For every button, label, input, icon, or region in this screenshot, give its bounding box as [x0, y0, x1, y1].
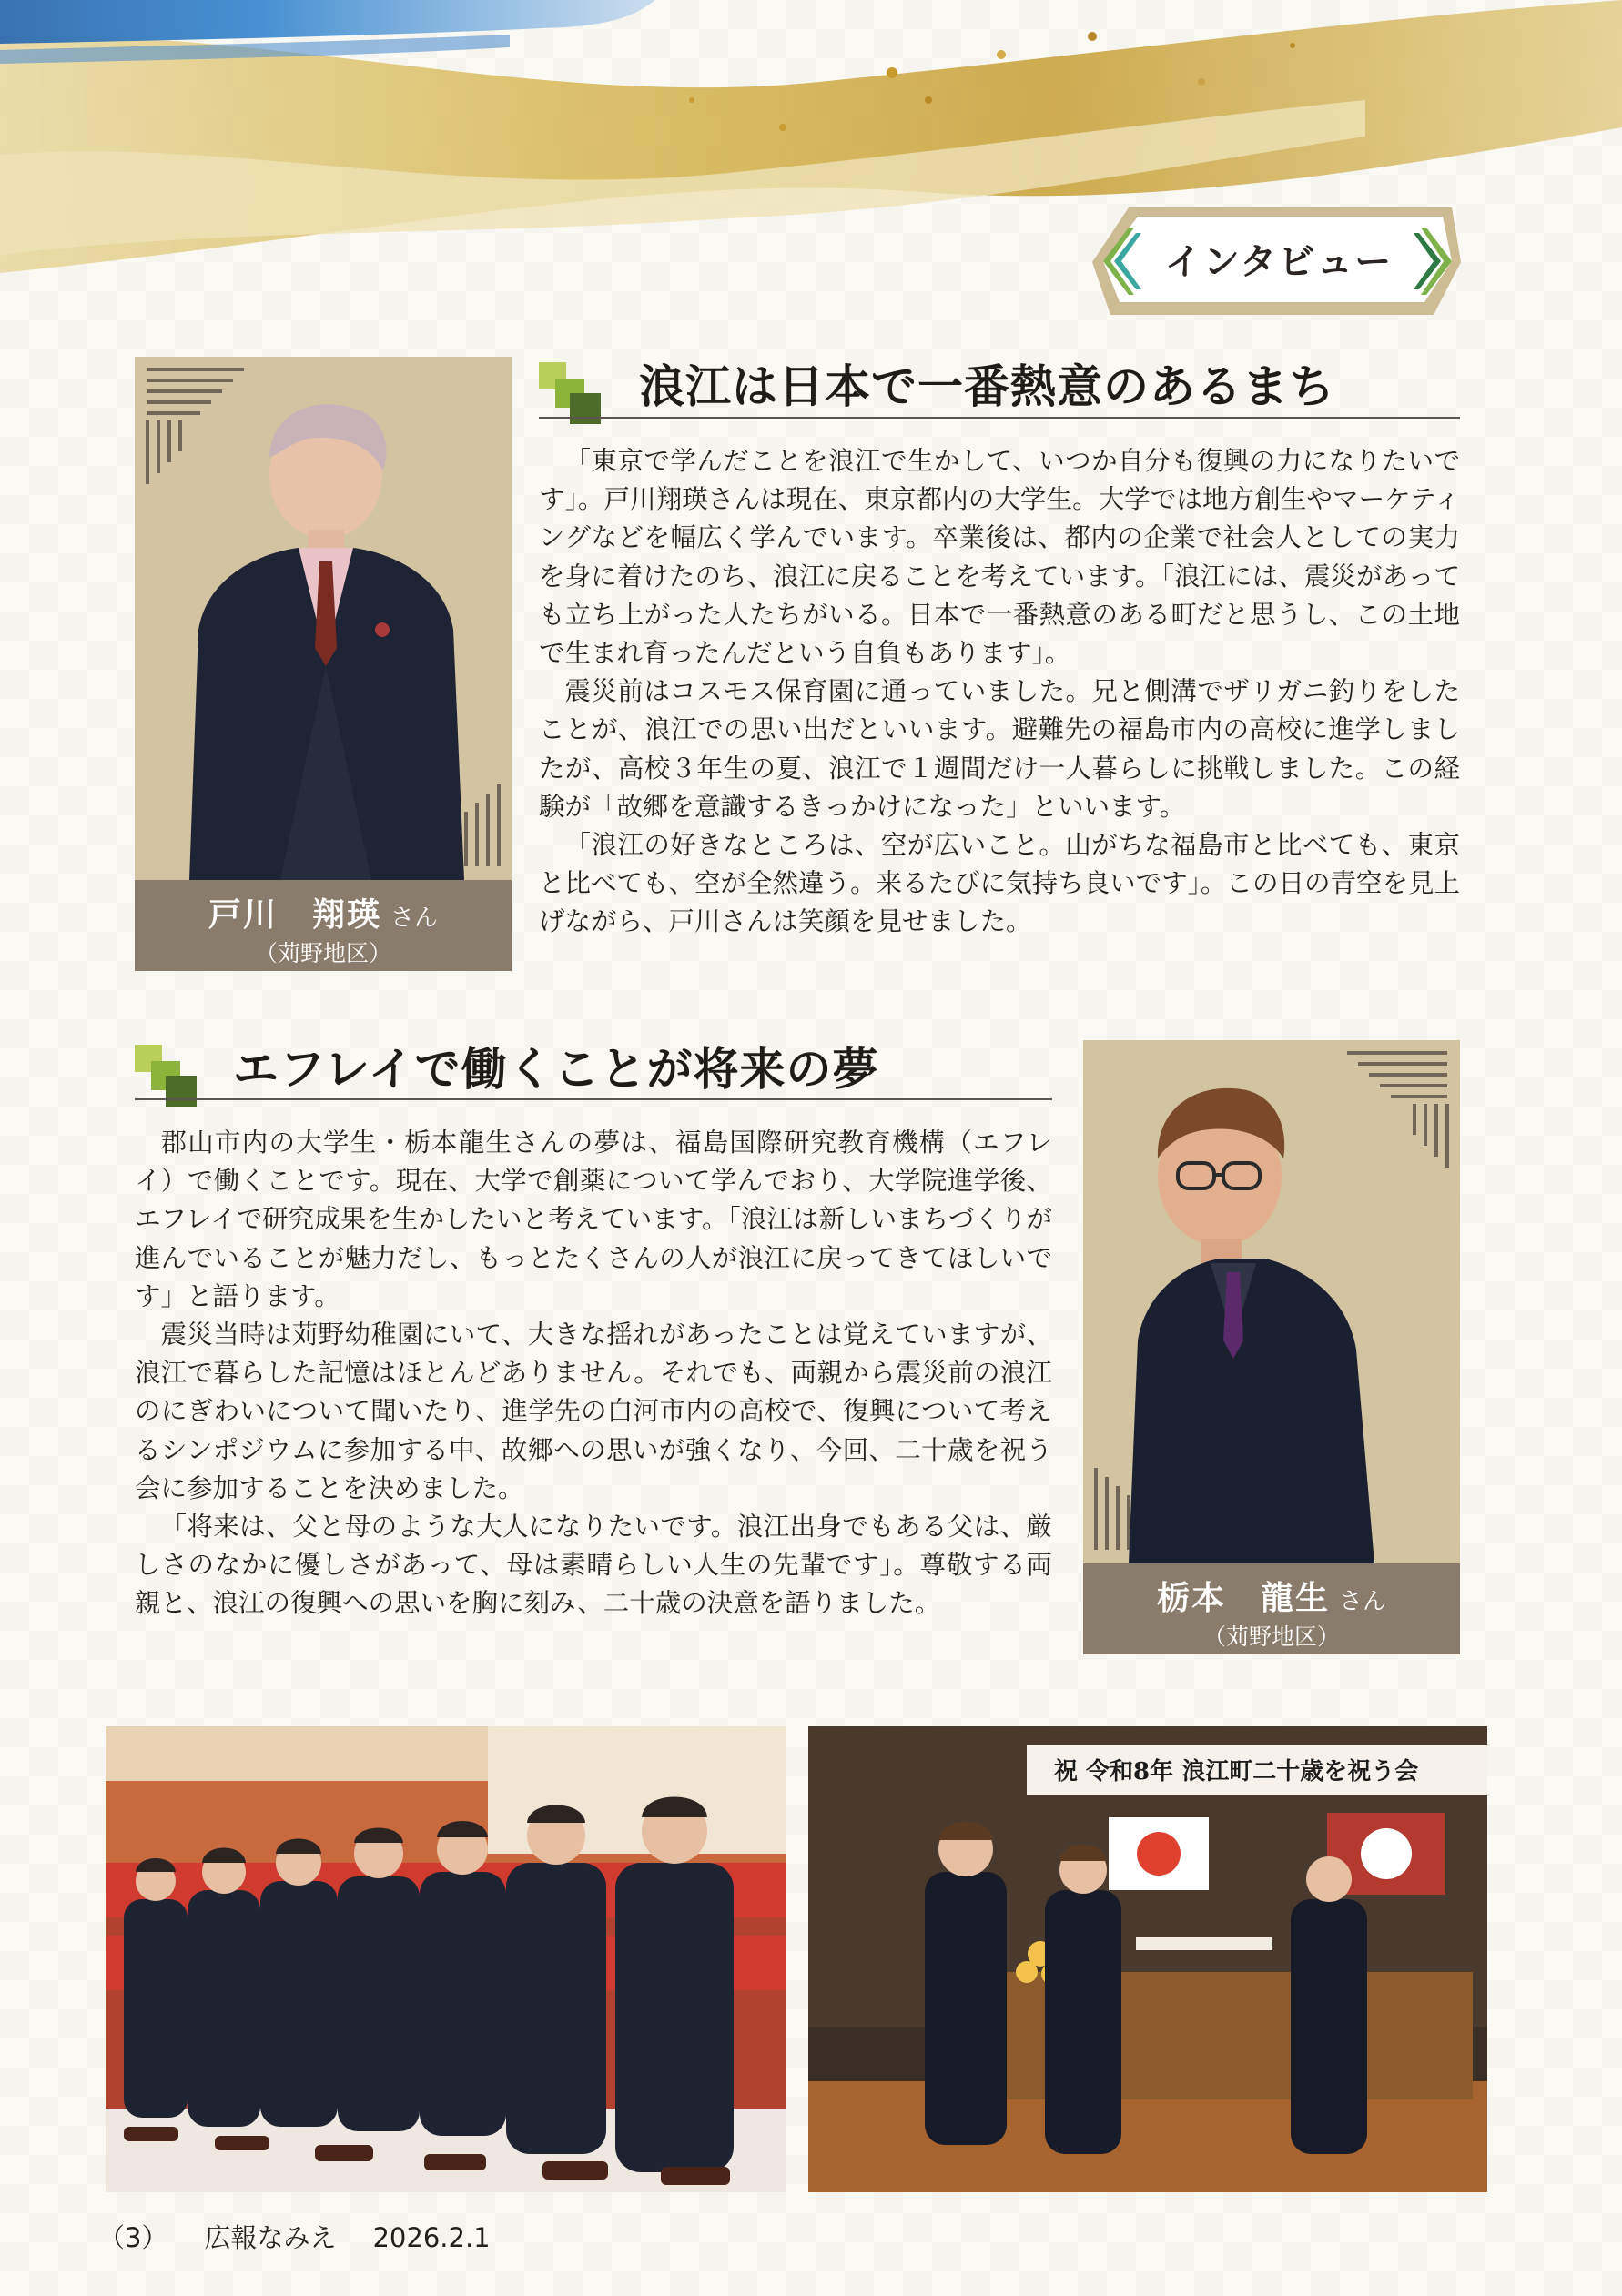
portrait-card-tochimoto [1083, 1040, 1460, 1654]
article2-body [135, 1124, 1052, 1623]
photo-seated-attendees [106, 1726, 786, 2192]
caption-tochimoto [1083, 1563, 1460, 1654]
interview-tag-label: インタビュー [1164, 240, 1394, 283]
portrait-photo-tochimoto [1083, 1040, 1460, 1563]
stage-banner-text: 祝 令和8年 浪江町二十歳を祝う会 [1054, 1758, 1419, 1785]
caption-togawa [135, 880, 512, 971]
publication-name: 広報なみえ [204, 2222, 337, 2253]
paragraph: 震災前はコスモス保育園に通っていました。兄と側溝でザリガニ釣りをしたことが、浪江での思い出だといいます。避難先の福島市内の高校に進学しましたが、高校３年生の夏、浪江で１週間だけ一人暮らしに挑戦しました。この経験が「故郷を意識するきっかけになった」といいます。 [539, 676, 1460, 822]
person-area: （苅野地区） [254, 940, 391, 966]
person-name: 栃本 龍生 [1156, 1580, 1330, 1617]
heading-square-icon [135, 1045, 208, 1118]
portrait-photo-togawa [135, 357, 512, 880]
paragraph: 「東京で学んだことを浪江で生かして、いつか自分も復興の力になりたいです」。戸川翔瑛さんは現在、東京都内の大学生。大学では地方創生やマーケティングなどを幅広く学んでいます。卒業後は、都内の企業で社会人としての実力を身に着けたのち、浪江に戻ることを考えています。「浪江には、震災があっても立ち上がった人たちがいる。日本で一番熱意のある町だと思うし、この土地で生まれ育ったんだという自負もあります」。 [539, 446, 1460, 669]
paragraph: 郡山市内の大学生・栃本龍生さんの夢は、福島国際研究教育機構（エフレイ）で働くことです。現在、大学で創薬について学んでおり、大学院進学後、エフレイで研究成果を生かしたいと考えています。「浪江は新しいまちづくりが進んでいることが魅力だし、もっとたくさんの人が浪江に戻ってきてほしいです」と語ります。 [135, 1128, 1052, 1311]
article1-body [539, 442, 1460, 942]
portrait-card-togawa [135, 357, 512, 971]
publication-date: 2026.2.1 [372, 2222, 491, 2253]
article1-heading: 浪江は日本で一番熱意のあるまち [639, 360, 1335, 413]
photo-certificate-ceremony [808, 1726, 1487, 2192]
person-area: （苅野地区） [1202, 1623, 1340, 1650]
page-footer [98, 2218, 527, 2254]
page-number: （3） [98, 2222, 168, 2253]
article2-heading: エフレイで働くことが将来の夢 [233, 1043, 879, 1096]
person-name: 戸川 翔瑛 [208, 896, 381, 934]
person-honorific: さん [390, 905, 439, 932]
paragraph: 「浪江の好きなところは、空が広いこと。山がちな福島市と比べても、東京と比べても、空が全然違う。来るたびに気持ち良いです」。この日の青空を見上げながら、戸川さんは笑顔を見せました。 [539, 830, 1460, 937]
person-honorific: さん [1339, 1588, 1387, 1615]
article1-heading-rule [539, 417, 1460, 419]
paragraph: 「将来は、父と母のような大人になりたいです。浪江出身でもある父は、厳しさのなかに優しさがあって、母は素晴らしい人生の先輩です」。尊敬する両親と、浪江の復興への思いを胸に刻み、二十歳の決意を語りました。 [135, 1512, 1052, 1619]
article2-heading-rule [135, 1098, 1052, 1100]
paragraph: 震災当時は苅野幼稚園にいて、大きな揺れがあったことは覚えていますが、浪江で暮らした記憶はほとんどありません。それでも、両親から震災前の浪江のにぎわいについて聞いたり、進学先の白河市内の高校で、復興について考えるシンポジウムに参加する中、故郷への思いが強くなり、今回、二十歳を祝う会に参加することを決めました。 [135, 1320, 1052, 1503]
heading-square-icon [539, 362, 612, 435]
